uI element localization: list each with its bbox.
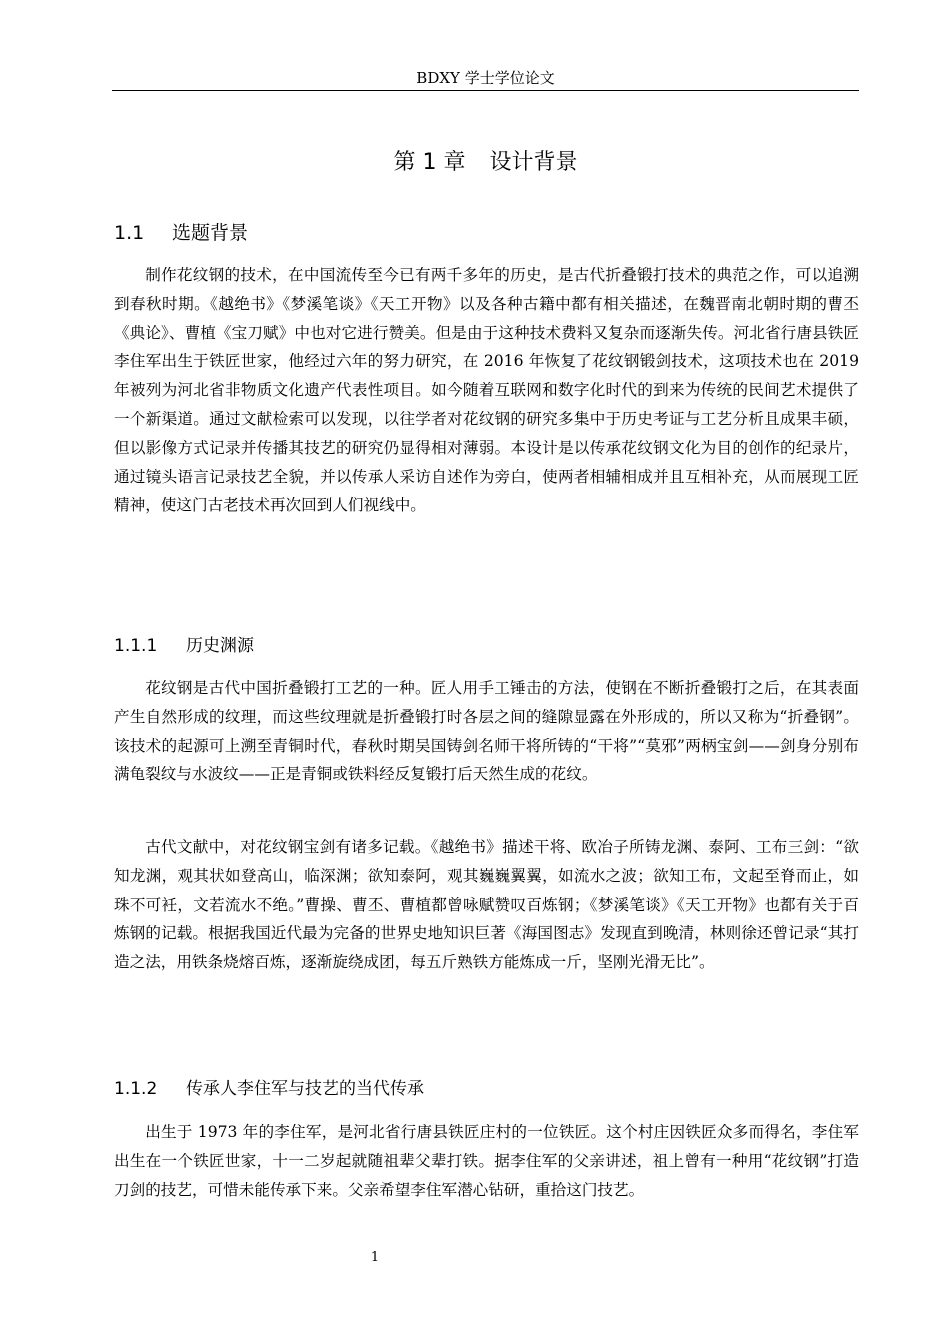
subsection-heading-1-1-1 [114,633,254,659]
subsection-title: 历史渊源 [186,636,254,656]
body-paragraph: 出生于 1973 年的李住军，是河北省行唐县铁匠庄村的一位铁匠。这个村庄因铁匠众多而得名，李住军出生在一个铁匠世家，十一二岁起就随祖辈父辈打铁。据李住军的父亲讲述，祖上曾有一种用“花纹钢”打造刀剑的技艺，可惜未能传承下来。父亲希望李住军潜心钻研，重拾这门技艺。 [114,1123,859,1199]
chapter-number: 第 1 章 [393,150,466,175]
subsection-number: 1.1.1 [114,636,158,656]
subsection-number: 1.1.2 [114,1079,158,1099]
subsection-title: 传承人李住军与技艺的当代传承 [186,1079,424,1099]
section-heading-1-1 [114,220,248,246]
section-number: 1.1 [114,222,145,244]
chapter-title [112,148,859,178]
subsection-heading-1-1-2 [114,1076,424,1102]
body-paragraph: 古代文献中，对花纹钢宝剑有诸多记载。《越绝书》描述干将、欧冶子所铸龙渊、泰阿、工布三剑：“欲知龙渊，观其状如登高山，临深渊；欲知泰阿，观其巍巍翼翼，如流水之波；欲知工布，文起至脊而止，如珠不可衽，文若流水不绝。”曹操、曹丕、曹植都曾咏赋赞叹百炼钢；《梦溪笔谈》《天工开物》也都有关于百炼钢的记载。根据我国近代最为完备的世界史地知识巨著《海国图志》发现直到晚清，林则徐还曾记录“其打造之法，用铁条烧熔百炼，逐渐旋绕成团，每五斤熟铁方能炼成一斤，坚刚光滑无比”。 [114,838,859,972]
running-header: BDXY 学士学位论文 [112,68,859,91]
chapter-title-text: 设计背景 [489,150,578,175]
section-title: 选题背景 [172,222,249,244]
body-paragraph: 制作花纹钢的技术，在中国流传至今已有两千多年的历史，是古代折叠锻打技术的典范之作，可以追溯到春秋时期。《越绝书》《梦溪笔谈》《天工开物》以及各种古籍中都有相关描述，在魏晋南北朝时期的曹丕《典论》、曹植《宝刀赋》中也对它进行赞美。但是由于这种技术费料又复杂而逐渐失传。河北省行唐县铁匠李住军出生于铁匠世家，他经过六年的努力研究，在 2016 年恢复了花纹钢锻剑技术，这项技术也在 2019 年被列为河北省非物质文化遗产代表性项目。如今随着互联网和数字化时代的到来为传统的民间艺术提供了一个新渠道。通过文献检索可以发现，以往学者对花纹钢的研究多集中于历史考证与工艺分析且成果丰硕，但以影像方式记录并传播其技艺的研究仍显得相对薄弱。本设计是以传承花纹钢文化为目的创作的纪录片，通过镜头语言记录技艺全貌，并以传承人采访自述作为旁白，使两者相辅相成并且互相补充，从而展现工匠精神，使这门古老技术再次回到人们视线中。 [114,266,859,515]
body-paragraph: 花纹钢是古代中国折叠锻打工艺的一种。匠人用手工锤击的方法，使钢在不断折叠锻打之后，在其表面产生自然形成的纹理，而这些纹理就是折叠锻打时各层之间的缝隙显露在外形成的，所以又称为“折叠钢”。该技术的起源可上溯至青铜时代，春秋时期吴国铸剑名师干将所铸的“干将”“莫邪”两柄宝剑——剑身分别布满龟裂纹与水波纹——正是青铜或铁料经反复锻打后天然生成的花纹。 [114,679,859,784]
page-number: 1 [370,1250,380,1265]
